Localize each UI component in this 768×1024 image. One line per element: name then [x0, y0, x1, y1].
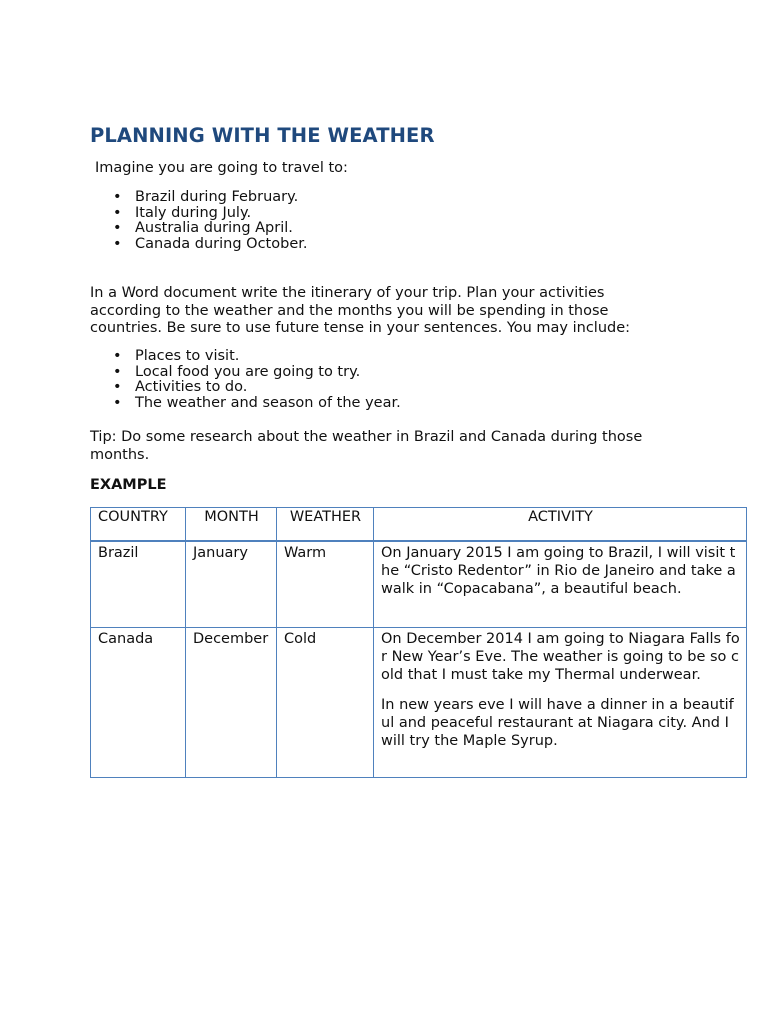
- itinerary-instructions: In a Word document write the itinerary of your trip. Plan your activities according to the weather and the months you will be spending in those countries. Be sure to use future tense in your sentences. You may include:: [90, 285, 631, 336]
- bullet-icon: •: [113, 204, 122, 221]
- list-item: • Places to visit.: [113, 348, 240, 364]
- bullet-icon: •: [113, 379, 122, 396]
- cell-month: January: [186, 541, 277, 628]
- header-country: COUNTRY: [91, 508, 186, 542]
- bullet-icon: •: [113, 235, 122, 252]
- page-title: PLANNING WITH THE WEATHER: [90, 124, 435, 147]
- cell-country: Brazil: [91, 541, 186, 628]
- list-item: • The weather and season of the year.: [113, 394, 401, 411]
- activity-paragraph: On December 2014 I am going to Niagara Falls for New Year’s Eve. The weather is going to be so cold that I must take my Thermal underwear.: [381, 631, 740, 683]
- bullet-icon: •: [113, 363, 122, 380]
- list-item: • Australia during April.: [113, 220, 293, 237]
- cell-activity: [374, 541, 747, 628]
- bullet-icon: •: [113, 348, 122, 364]
- example-table: [90, 507, 747, 778]
- cell-country: Canada: [91, 628, 186, 778]
- list-item: • Italy during July.: [113, 204, 252, 221]
- list-item: • Canada during October.: [113, 235, 308, 252]
- activity-paragraph: In new years eve I will have a dinner in a beautiful and peaceful restaurant at Niagara city. And I will try the Maple Syrup.: [381, 697, 734, 749]
- header-weather: WEATHER: [277, 508, 374, 542]
- activity-paragraph: On January 2015 I am going to Brazil, I will visit the “Cristo Redentor” in Rio de Janeiro and take a walk in “Copacabana”, a beautiful beach.: [381, 545, 736, 597]
- list-item: • Brazil during February.: [113, 189, 299, 205]
- bullet-icon: •: [113, 189, 122, 205]
- cell-activity: [374, 628, 747, 778]
- list-item: • Activities to do.: [113, 379, 248, 396]
- cell-weather: Warm: [277, 541, 374, 628]
- header-month: MONTH: [186, 508, 277, 542]
- include-list: [90, 349, 401, 411]
- bullet-icon: •: [113, 220, 122, 237]
- intro-text: Imagine you are going to travel to:: [95, 160, 348, 176]
- table-header-row: [91, 508, 747, 542]
- example-heading: EXAMPLE: [90, 477, 167, 493]
- table-row: [91, 541, 747, 628]
- list-item: • Local food you are going to try.: [113, 363, 361, 380]
- bullet-icon: •: [113, 394, 122, 411]
- header-activity: ACTIVITY: [374, 508, 747, 542]
- table-row: [91, 628, 747, 778]
- tip-text: Tip: Do some research about the weather in Brazil and Canada during those months.: [90, 429, 643, 463]
- cell-month: December: [186, 628, 277, 778]
- destination-list: [90, 190, 307, 252]
- cell-weather: Cold: [277, 628, 374, 778]
